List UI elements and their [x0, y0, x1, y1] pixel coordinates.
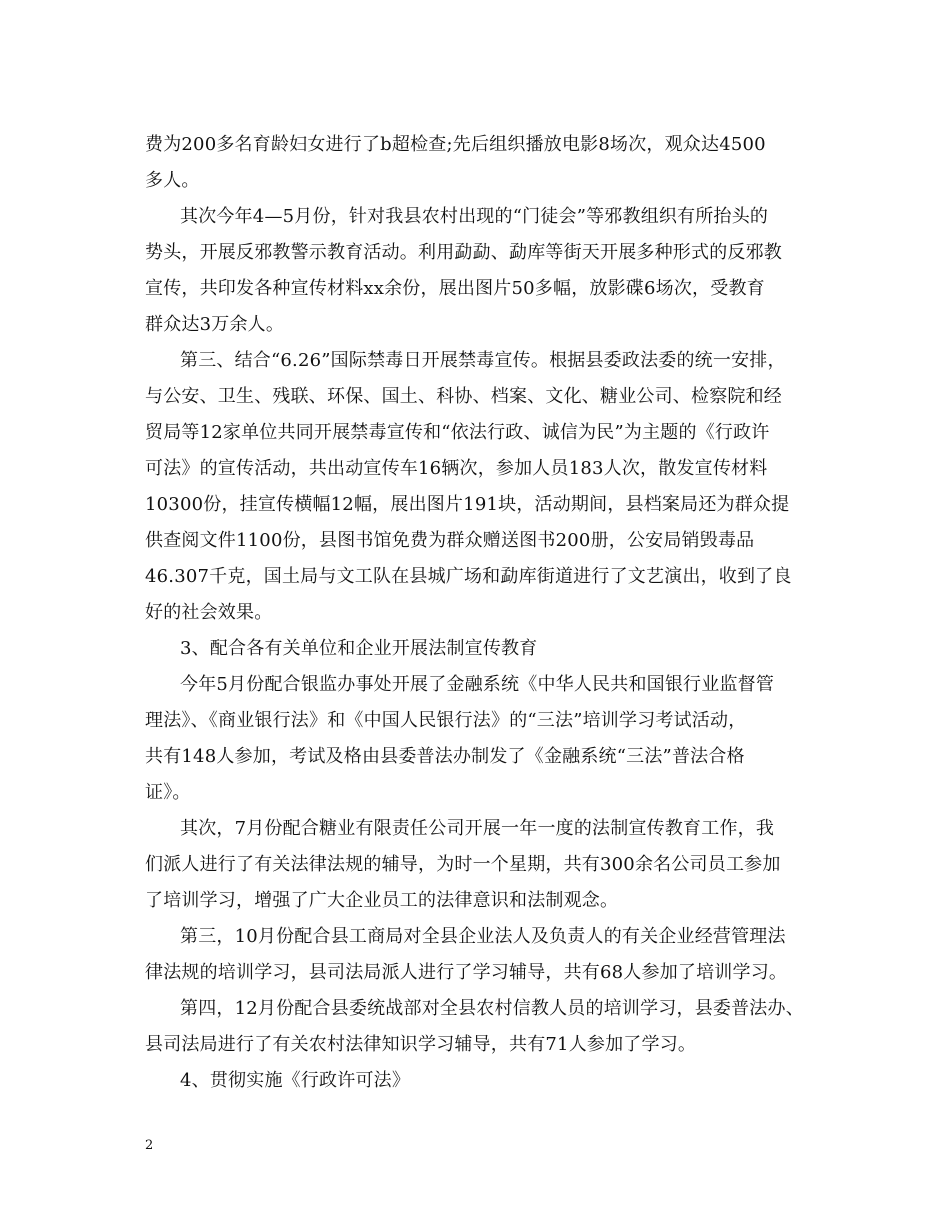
body-text-line: 们派人进行了有关法律法规的辅导，为时一个星期，共有300余名公司员工参加 [145, 854, 781, 875]
body-text-line: 贸局等12家单位共同开展禁毒宣传和“依法行政、诚信为民”为主题的《行政许 [145, 422, 770, 443]
body-text-line: 势头，开展反邪教警示教育活动。利用勐勐、勐库等街天开展多种形式的反邪教 [145, 242, 782, 263]
body-text-line: 与公安、卫生、残联、环保、国土、科协、档案、文化、糖业公司、检察院和经 [145, 386, 782, 407]
body-text-line: 共有148人参加，考试及格由县委普法办制发了《金融系统“三法”普法合格 [145, 746, 745, 767]
paragraph-start-line: 今年5月份配合银监办事处开展了金融系统《中华人民共和国银行业监督管 [180, 674, 775, 695]
paragraph-start-line: 其次，7月份配合糖业有限责任公司开展一年一度的法制宣传教育工作，我 [180, 818, 775, 839]
section-heading: 3、配合各有关单位和企业开展法制宣传教育 [180, 638, 538, 659]
paragraph-start-line: 第四，12月份配合县委统战部对全县农村信教人员的培训学习，县委普法办、 [180, 998, 804, 1019]
body-text-line: 可法》的宣传活动，共出动宣传车16辆次，参加人员183人次，散发宣传材料 [145, 458, 768, 479]
body-text-line: 律法规的培训学习，县司法局派人进行了学习辅导，共有68人参加了培训学习。 [145, 962, 788, 983]
body-text-line: 群众达3万余人。 [145, 314, 285, 335]
body-text-line: 了培训学习，增强了广大企业员工的法律意识和法制观念。 [145, 890, 619, 911]
body-text-line: 宣传，共印发各种宣传材料xx余份，展出图片50多幅，放影碟6场次，受教育 [145, 278, 765, 299]
body-text-line: 县司法局进行了有关农村法律知识学习辅导，共有71人参加了学习。 [145, 1034, 697, 1055]
paragraph-start-line: 第三、结合“6.26”国际禁毒日开展禁毒宣传。根据县委政法委的统一安排， [180, 350, 786, 371]
body-text-line: 10300份，挂宣传横幅12幅，展出图片191块，活动期间，县档案局还为群众提 [145, 494, 790, 515]
body-text-line: 46.307千克，国土局与文工队在县城广场和勐库街道进行了文艺演出，收到了良 [145, 566, 792, 587]
page-number: 2 [145, 1138, 154, 1153]
body-text-line: 多人。 [145, 170, 200, 191]
paragraph-start-line: 第三，10月份配合县工商局对全县企业法人及负责人的有关企业经营管理法 [180, 926, 786, 947]
section-heading: 4、贯彻实施《行政许可法》 [180, 1070, 411, 1091]
paragraph-start-line: 其次今年4—5月份，针对我县农村出现的“门徒会”等邪教组织有所抬头的 [180, 206, 769, 227]
body-text-line: 费为200多名育龄妇女进行了b超检查;先后组织播放电影8场次，观众达4500 [145, 134, 766, 155]
body-text-line: 好的社会效果。 [145, 602, 273, 623]
body-text-line: 证》。 [145, 782, 191, 803]
body-text-line: 理法》、《商业银行法》和《中国人民银行法》的“三法”培训学习考试活动， [145, 710, 747, 731]
body-text-line: 供查阅文件1100份，县图书馆免费为群众赠送图书200册，公安局销毁毒品 [145, 530, 755, 551]
